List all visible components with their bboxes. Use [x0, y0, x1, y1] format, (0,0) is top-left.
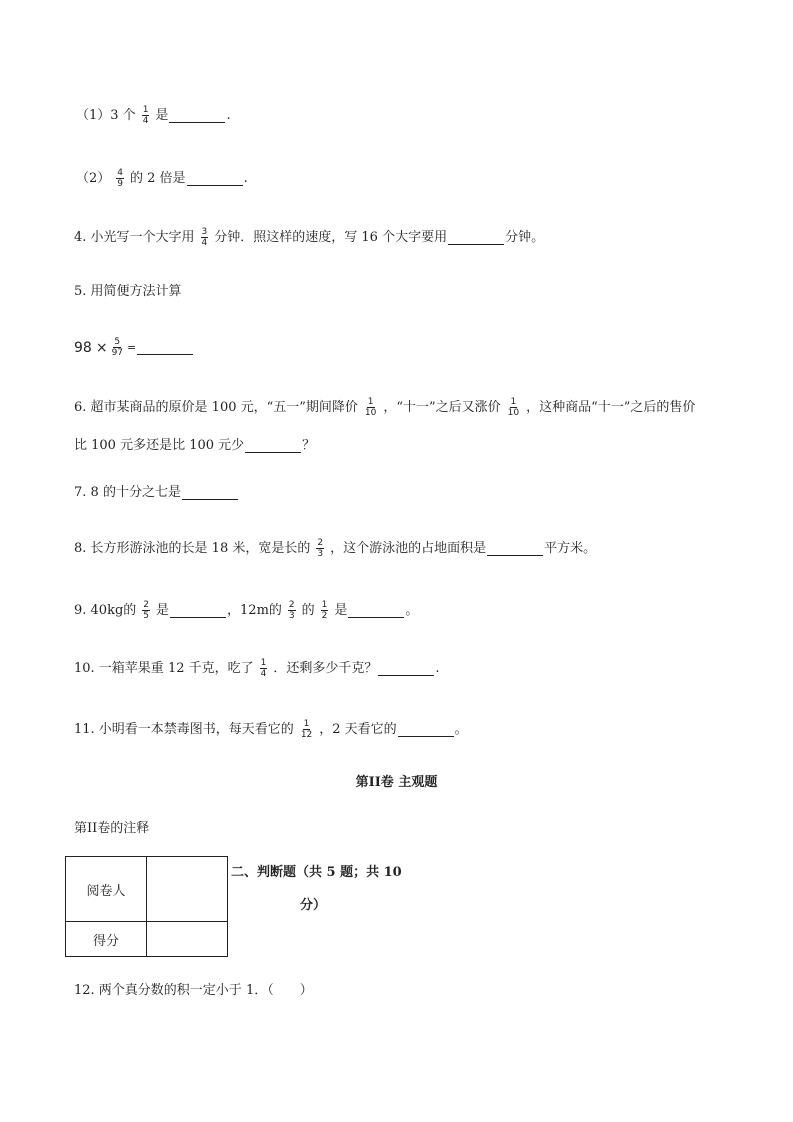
section-title: 第II卷 主观题 [355, 775, 438, 790]
fraction: $\frac{1}{2}$ [321, 600, 328, 621]
fraction: $\frac{3}{4}$ [201, 227, 208, 248]
fraction: $\frac{1}{4}$ [142, 105, 149, 126]
answer-blank[interactable] [182, 486, 238, 500]
answer-blank[interactable] [187, 172, 243, 186]
score-label: 得分 [66, 922, 147, 957]
fraction: $\frac{2}{3}$ [288, 600, 295, 621]
answer-blank[interactable] [378, 662, 434, 676]
fraction: $\frac{2}{3}$ [317, 538, 324, 559]
fraction: $\frac{2}{5}$ [143, 600, 150, 621]
answer-blank[interactable] [398, 723, 454, 737]
question-3-1: （1）3 个 $\frac{1}{4}$ 是 . [76, 105, 231, 126]
question-9: 9. 40kg的 $\frac{2}{5}$ 是 ，12m的 $\frac{2}{3}$ 的 $\frac{1}{2}$ 是 。 [74, 600, 419, 621]
section-note: 第II卷的注释 [74, 821, 150, 836]
question-5: 5. 用简便方法计算 [74, 284, 182, 299]
answer-blank[interactable] [448, 231, 504, 245]
fraction: $\frac{1}{10}$ [507, 397, 520, 418]
answer-blank[interactable] [245, 439, 301, 453]
fraction: $\frac{1}{10}$ [364, 397, 377, 418]
score-table [65, 856, 228, 957]
answer-blank[interactable] [169, 109, 225, 123]
fraction: $\frac{4}{9}$ [117, 168, 124, 189]
part-2-heading: 二、判断题（共 5 题；共 10 [231, 865, 402, 880]
question-8: 8. 长方形游泳池的长是 18 米，宽是长的 $\frac{2}{3}$ ，这个游泳池的占地面积是 平方米。 [74, 538, 597, 559]
answer-blank[interactable] [487, 542, 543, 556]
question-7: 7. 8 的十分之七是 [74, 483, 239, 503]
answer-blank[interactable] [170, 604, 226, 618]
part-2-heading-cont: 分） [300, 898, 327, 913]
question-3-2: （2） $\frac{4}{9}$ 的 2 倍是 . [76, 168, 248, 189]
fraction: $\frac{1}{12}$ [300, 719, 313, 740]
answer-blank[interactable] [348, 604, 404, 618]
score-cell[interactable] [147, 922, 228, 957]
question-11: 11. 小明看一本禁毒图书，每天看它的 $\frac{1}{12}$ ，2 天看它的 。 [74, 719, 468, 740]
answer-blank[interactable] [137, 341, 193, 355]
reviewer-label: 阅卷人 [66, 857, 147, 922]
question-5-expression: 98 × $\frac{5}{97}$ = [74, 337, 194, 358]
question-6-line2: 比 100 元多还是比 100 元少 ？ [74, 438, 316, 453]
fraction: $\frac{5}{97}$ [111, 337, 124, 358]
question-6: 6. 超市某商品的原价是 100 元，“五一”期间降价 $\frac{1}{10}$ ，“十一”之后又涨价 $\frac{1}{10}$ ，这种商品“十一”之后的售价 [74, 397, 696, 418]
question-4: 4. 小光写一个大字用 $\frac{3}{4}$ 分钟．照这样的速度，写 16 个大字要用 分钟。 [74, 227, 545, 248]
question-10: 10. 一箱苹果重 12 千克，吃了 $\frac{1}{4}$ ．还剩多少千克？ . [74, 658, 440, 679]
reviewer-cell[interactable] [147, 857, 228, 922]
fraction: $\frac{1}{4}$ [260, 658, 267, 679]
question-12: 12. 两个真分数的积一定小于 1．（ ） [74, 983, 313, 998]
